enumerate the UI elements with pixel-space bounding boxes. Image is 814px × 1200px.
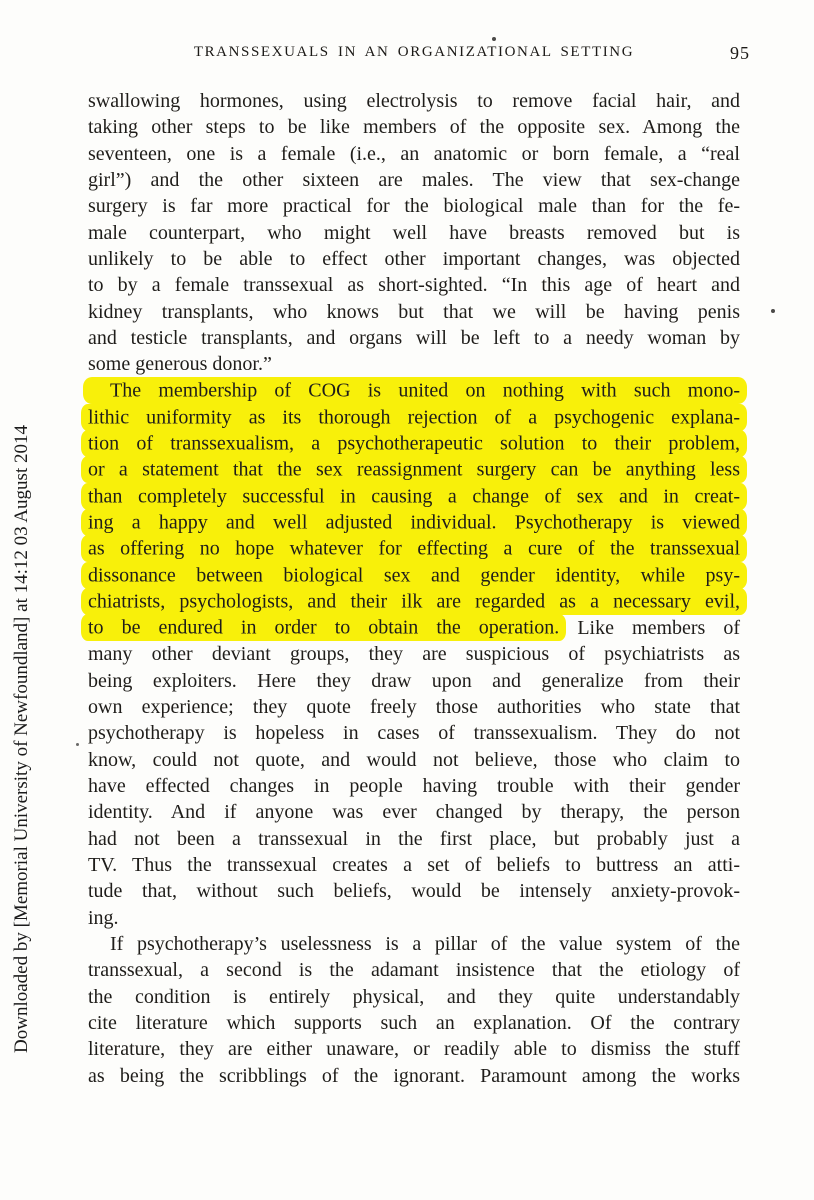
highlighted-text: than completely successful in causing a change of sex and in creat- <box>81 483 747 510</box>
text-line <box>88 773 740 799</box>
body-text: to by a female transsexual as short-sighted. “In this age of heart and <box>88 274 740 297</box>
body-text: unlikely to be able to effect other important changes, was objected <box>88 248 740 271</box>
running-head-title: TRANSSEXUALS IN AN ORGANIZATIONAL SETTING <box>193 44 635 60</box>
text-line <box>88 1036 740 1062</box>
text-line <box>88 878 740 904</box>
body-text: some generous donor.” <box>88 353 272 376</box>
text-line <box>88 957 740 983</box>
body-text: If psychotherapy’s uselessness is a pillar of the value system of the <box>110 933 740 955</box>
body-text: swallowing hormones, using electrolysis to remove facial hair, and <box>88 90 740 112</box>
text-line <box>88 325 740 351</box>
highlighted-text: or a statement that the sex reassignment surgery can be anything less <box>81 456 747 483</box>
body-text: surgery is far more practical for the biological male than for the fe- <box>88 195 740 218</box>
body-text: many other deviant groups, they are suspicious of psychiatrists as <box>88 643 740 666</box>
text-line <box>88 615 740 641</box>
body-text: cite literature which supports such an explanation. Of the contrary <box>88 1012 740 1035</box>
body-text: Like members of <box>559 616 741 639</box>
highlighted-text: The membership of COG is united on nothing with such mono- <box>83 377 747 404</box>
body-text: own experience; they quote freely those authorities who state that <box>88 695 740 718</box>
text-block <box>88 88 740 1089</box>
body-text: being exploiters. Here they draw upon and generalize from their <box>88 669 740 692</box>
scan-speck <box>771 309 775 313</box>
text-line <box>88 220 740 246</box>
text-line <box>88 852 740 878</box>
text-line <box>88 246 740 272</box>
body-text: kidney transplants, who knows but that we will be having penis <box>88 300 740 323</box>
page-number: 95 <box>730 43 750 63</box>
body-text: girl”) and the other sixteen are males. The view that sex-change <box>88 169 740 192</box>
text-line <box>88 720 740 746</box>
body-text: male counterpart, who might well have breasts removed but is <box>88 221 740 244</box>
body-text: taking other steps to be like members of the opposite sex. Among the <box>88 116 740 139</box>
text-line <box>88 562 740 588</box>
text-line <box>88 457 740 483</box>
text-line <box>88 430 740 456</box>
body-text: the condition is entirely physical, and they quite understandably <box>88 985 740 1008</box>
text-line <box>88 536 740 562</box>
text-line <box>88 694 740 720</box>
text-line <box>88 799 740 825</box>
text-line <box>88 193 740 219</box>
highlighted-text: lithic uniformity as its thorough rejection of a psychogenic explana- <box>81 404 747 431</box>
text-line <box>88 1063 740 1089</box>
highlighted-text: dissonance between biological sex and gender identity, while psy- <box>81 562 747 589</box>
text-line <box>88 167 740 193</box>
body-text: ing. <box>88 906 119 929</box>
body-text: literature, they are either unaware, or readily able to dismiss the stuff <box>88 1038 740 1061</box>
text-line <box>88 272 740 298</box>
body-text: tude that, without such beliefs, would be intensely anxiety-provok- <box>88 880 740 903</box>
body-text: know, could not quote, and would not believe, those who claim to <box>88 748 740 771</box>
text-line <box>88 88 740 114</box>
scan-speck <box>76 743 79 746</box>
body-text: psychotherapy is hopeless in cases of transsexualism. They do not <box>88 722 740 745</box>
highlighted-text: chiatrists, psychologists, and their ilk are regarded as a necessary evil, <box>81 588 747 615</box>
body-text: TV. Thus the transsexual creates a set of beliefs to buttress an atti- <box>88 853 740 876</box>
page-header <box>88 43 750 68</box>
body-text: as being the scribblings of the ignorant. Paramount among the works <box>88 1064 740 1087</box>
text-line <box>88 668 740 694</box>
text-line <box>88 1010 740 1036</box>
text-line <box>88 641 740 667</box>
text-line <box>88 905 740 931</box>
body-text: had not been a transsexual in the first place, but probably just a <box>88 827 740 850</box>
text-line <box>88 141 740 167</box>
body-text: transsexual, a second is the adamant insistence that the etiology of <box>88 959 740 982</box>
text-line <box>88 826 740 852</box>
text-line <box>88 589 740 615</box>
text-line <box>88 114 740 140</box>
scan-speck <box>492 37 496 41</box>
highlighted-text: as offering no hope whatever for effecting a cure of the transsexual <box>81 535 747 562</box>
text-line <box>88 404 740 430</box>
text-line <box>88 351 740 377</box>
body-text: seventeen, one is a female (i.e., an anatomic or born female, a “real <box>88 142 740 165</box>
text-line <box>88 984 740 1010</box>
text-line <box>88 510 740 536</box>
body-text: identity. And if anyone was ever changed by therapy, the person <box>88 801 740 824</box>
body-text: have effected changes in people having trouble with their gender <box>88 774 740 797</box>
text-line <box>88 299 740 325</box>
text-line <box>88 378 740 404</box>
text-line <box>88 931 740 957</box>
body-text: and testicle transplants, and organs will be left to a needy woman by <box>88 327 740 350</box>
highlighted-text: to be endured in order to obtain the operation. <box>81 614 566 641</box>
highlighted-text: tion of transsexualism, a psychotherapeutic solution to their problem, <box>81 430 747 457</box>
highlighted-text: ing a happy and well adjusted individual. Psychotherapy is viewed <box>81 509 747 536</box>
text-line <box>88 747 740 773</box>
download-watermark: Downloaded by [Memorial University of Newfoundland] at 14:12 03 August 2014 <box>11 425 32 1053</box>
text-line <box>88 483 740 509</box>
